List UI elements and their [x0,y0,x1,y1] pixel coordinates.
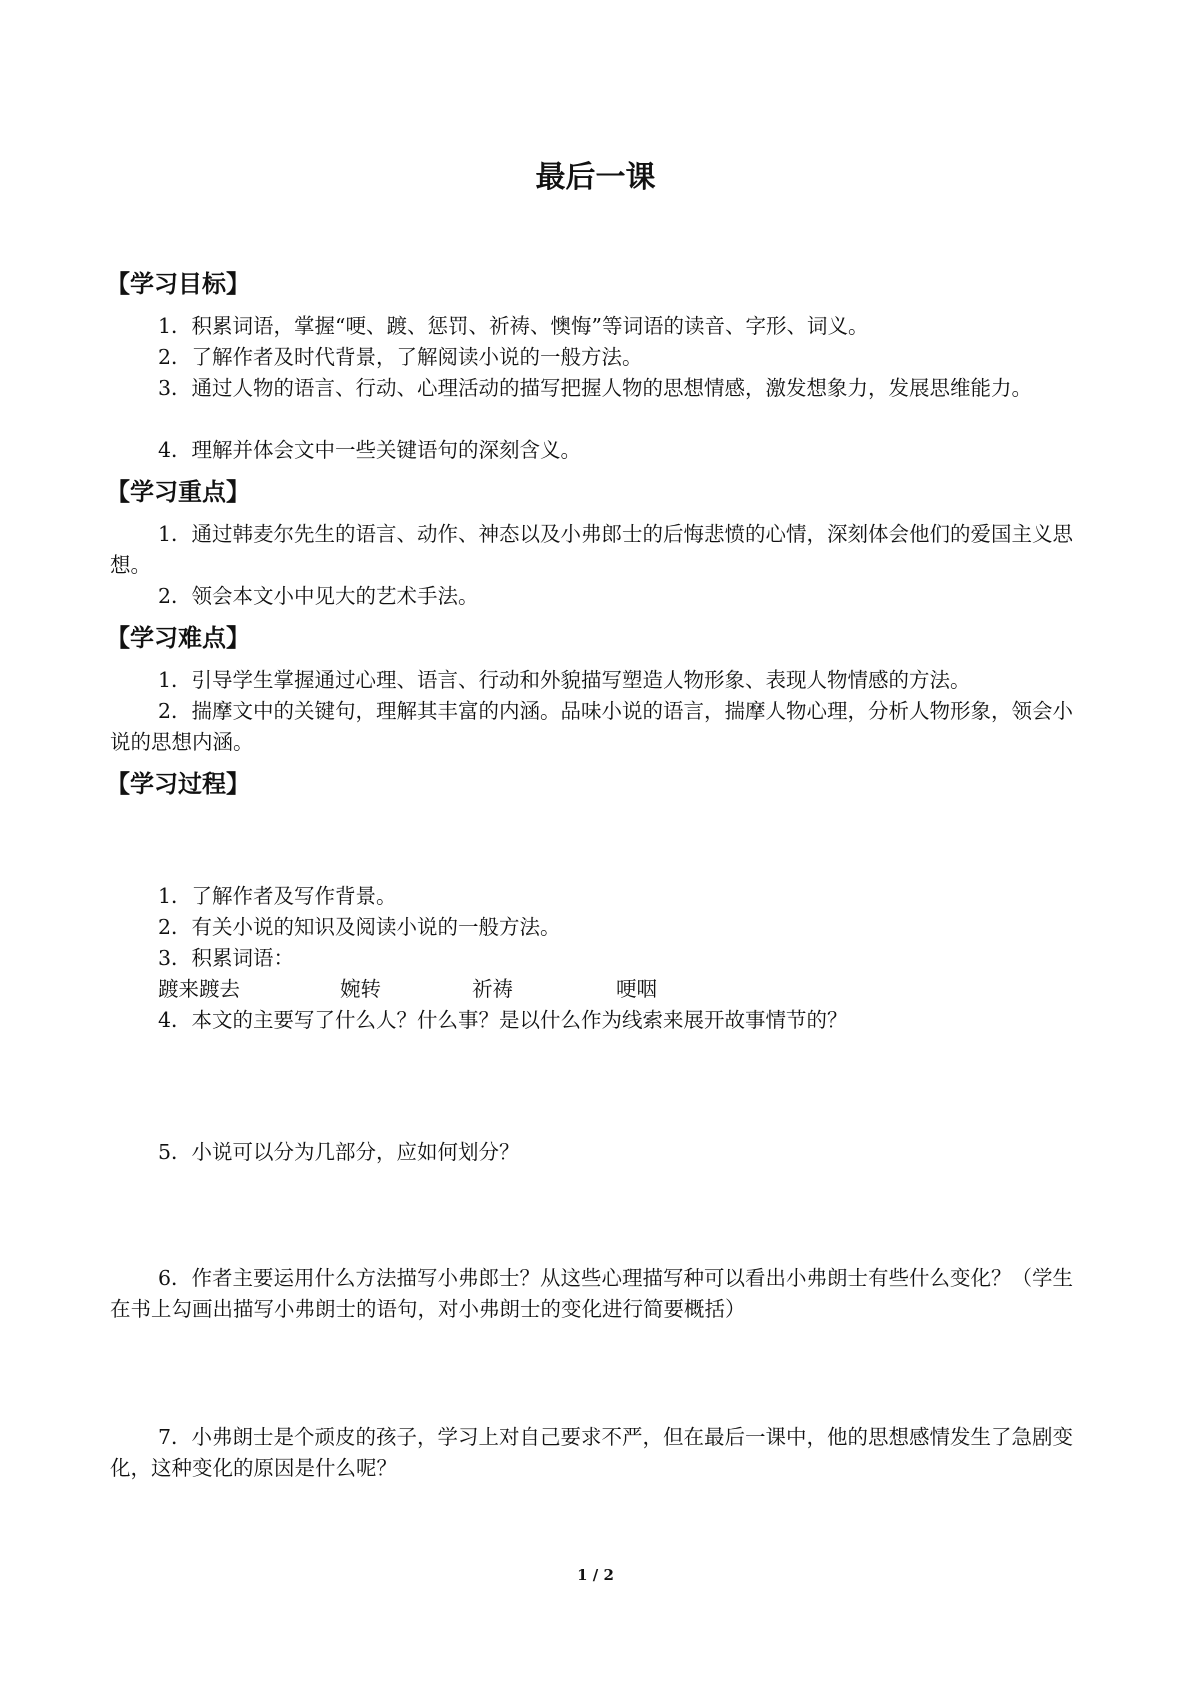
page-title: 最后一课 [535,160,656,195]
vocabulary-row [0,974,1191,1005]
vocabulary-word: 哽咽 [616,977,657,1001]
objective-item-4: 4．理解并体会文中一些关键语句的深刻含义。 [158,438,582,462]
process-item-5: 5．小说可以分为几部分，应如何划分？ [158,1140,520,1164]
vocabulary-word: 婉转 [340,977,381,1001]
section-heading-key-points: 【学习重点】 [106,478,250,506]
process-item-2: 2．有关小说的知识及阅读小说的一般方法。 [158,915,561,939]
key-point-item-1: 1．通过韩麦尔先生的语言、动作、神态以及小弗郎士的后悔悲愤的心情，深刻体会他们的爱国主义思想。 [110,522,1074,577]
vocabulary-word: 踱来踱去 [158,977,240,1001]
section-heading-objectives: 【学习目标】 [106,270,250,298]
section-heading-process: 【学习过程】 [106,770,250,798]
process-item-6: 6．作者主要运用什么方法描写小弗郎士？从这些心理描写种可以看出小弗朗士有些什么变化？（学生在书上勾画出描写小弗朗士的语句，对小弗朗士的变化进行简要概括） [110,1266,1074,1321]
process-item-7: 7．小弗朗士是个顽皮的孩子，学习上对自己要求不严，但在最后一课中，他的思想感情发生了急剧变化，这种变化的原因是什么呢？ [110,1425,1074,1480]
process-item-3: 3．积累词语： [158,946,295,970]
objective-item-1: 1．积累词语，掌握“哽、踱、惩罚、祈祷、懊悔”等词语的读音、字形、词义。 [158,314,869,338]
section-heading-difficulties: 【学习难点】 [106,624,250,652]
process-item-1: 1．了解作者及写作背景。 [158,884,397,908]
difficulty-item-1: 1．引导学生掌握通过心理、语言、行动和外貌描写塑造人物形象、表现人物情感的方法。 [158,668,971,692]
vocabulary-word: 祈祷 [472,977,513,1001]
key-point-item-2: 2．领会本文小中见大的艺术手法。 [158,584,479,608]
difficulty-item-2: 2．揣摩文中的关键句，理解其丰富的内涵。品味小说的语言，揣摩人物心理，分析人物形象，领会小说的思想内涵。 [110,699,1074,754]
process-item-4: 4．本文的主要写了什么人？什么事？是以什么作为线索来展开故事情节的？ [158,1008,848,1032]
objective-item-3: 3．通过人物的语言、行动、心理活动的描写把握人物的思想情感，激发想象力，发展思维能力。 [158,376,1033,400]
page-number: 1 / 2 [577,1566,614,1584]
objective-item-2: 2．了解作者及时代背景，了解阅读小说的一般方法。 [158,345,643,369]
